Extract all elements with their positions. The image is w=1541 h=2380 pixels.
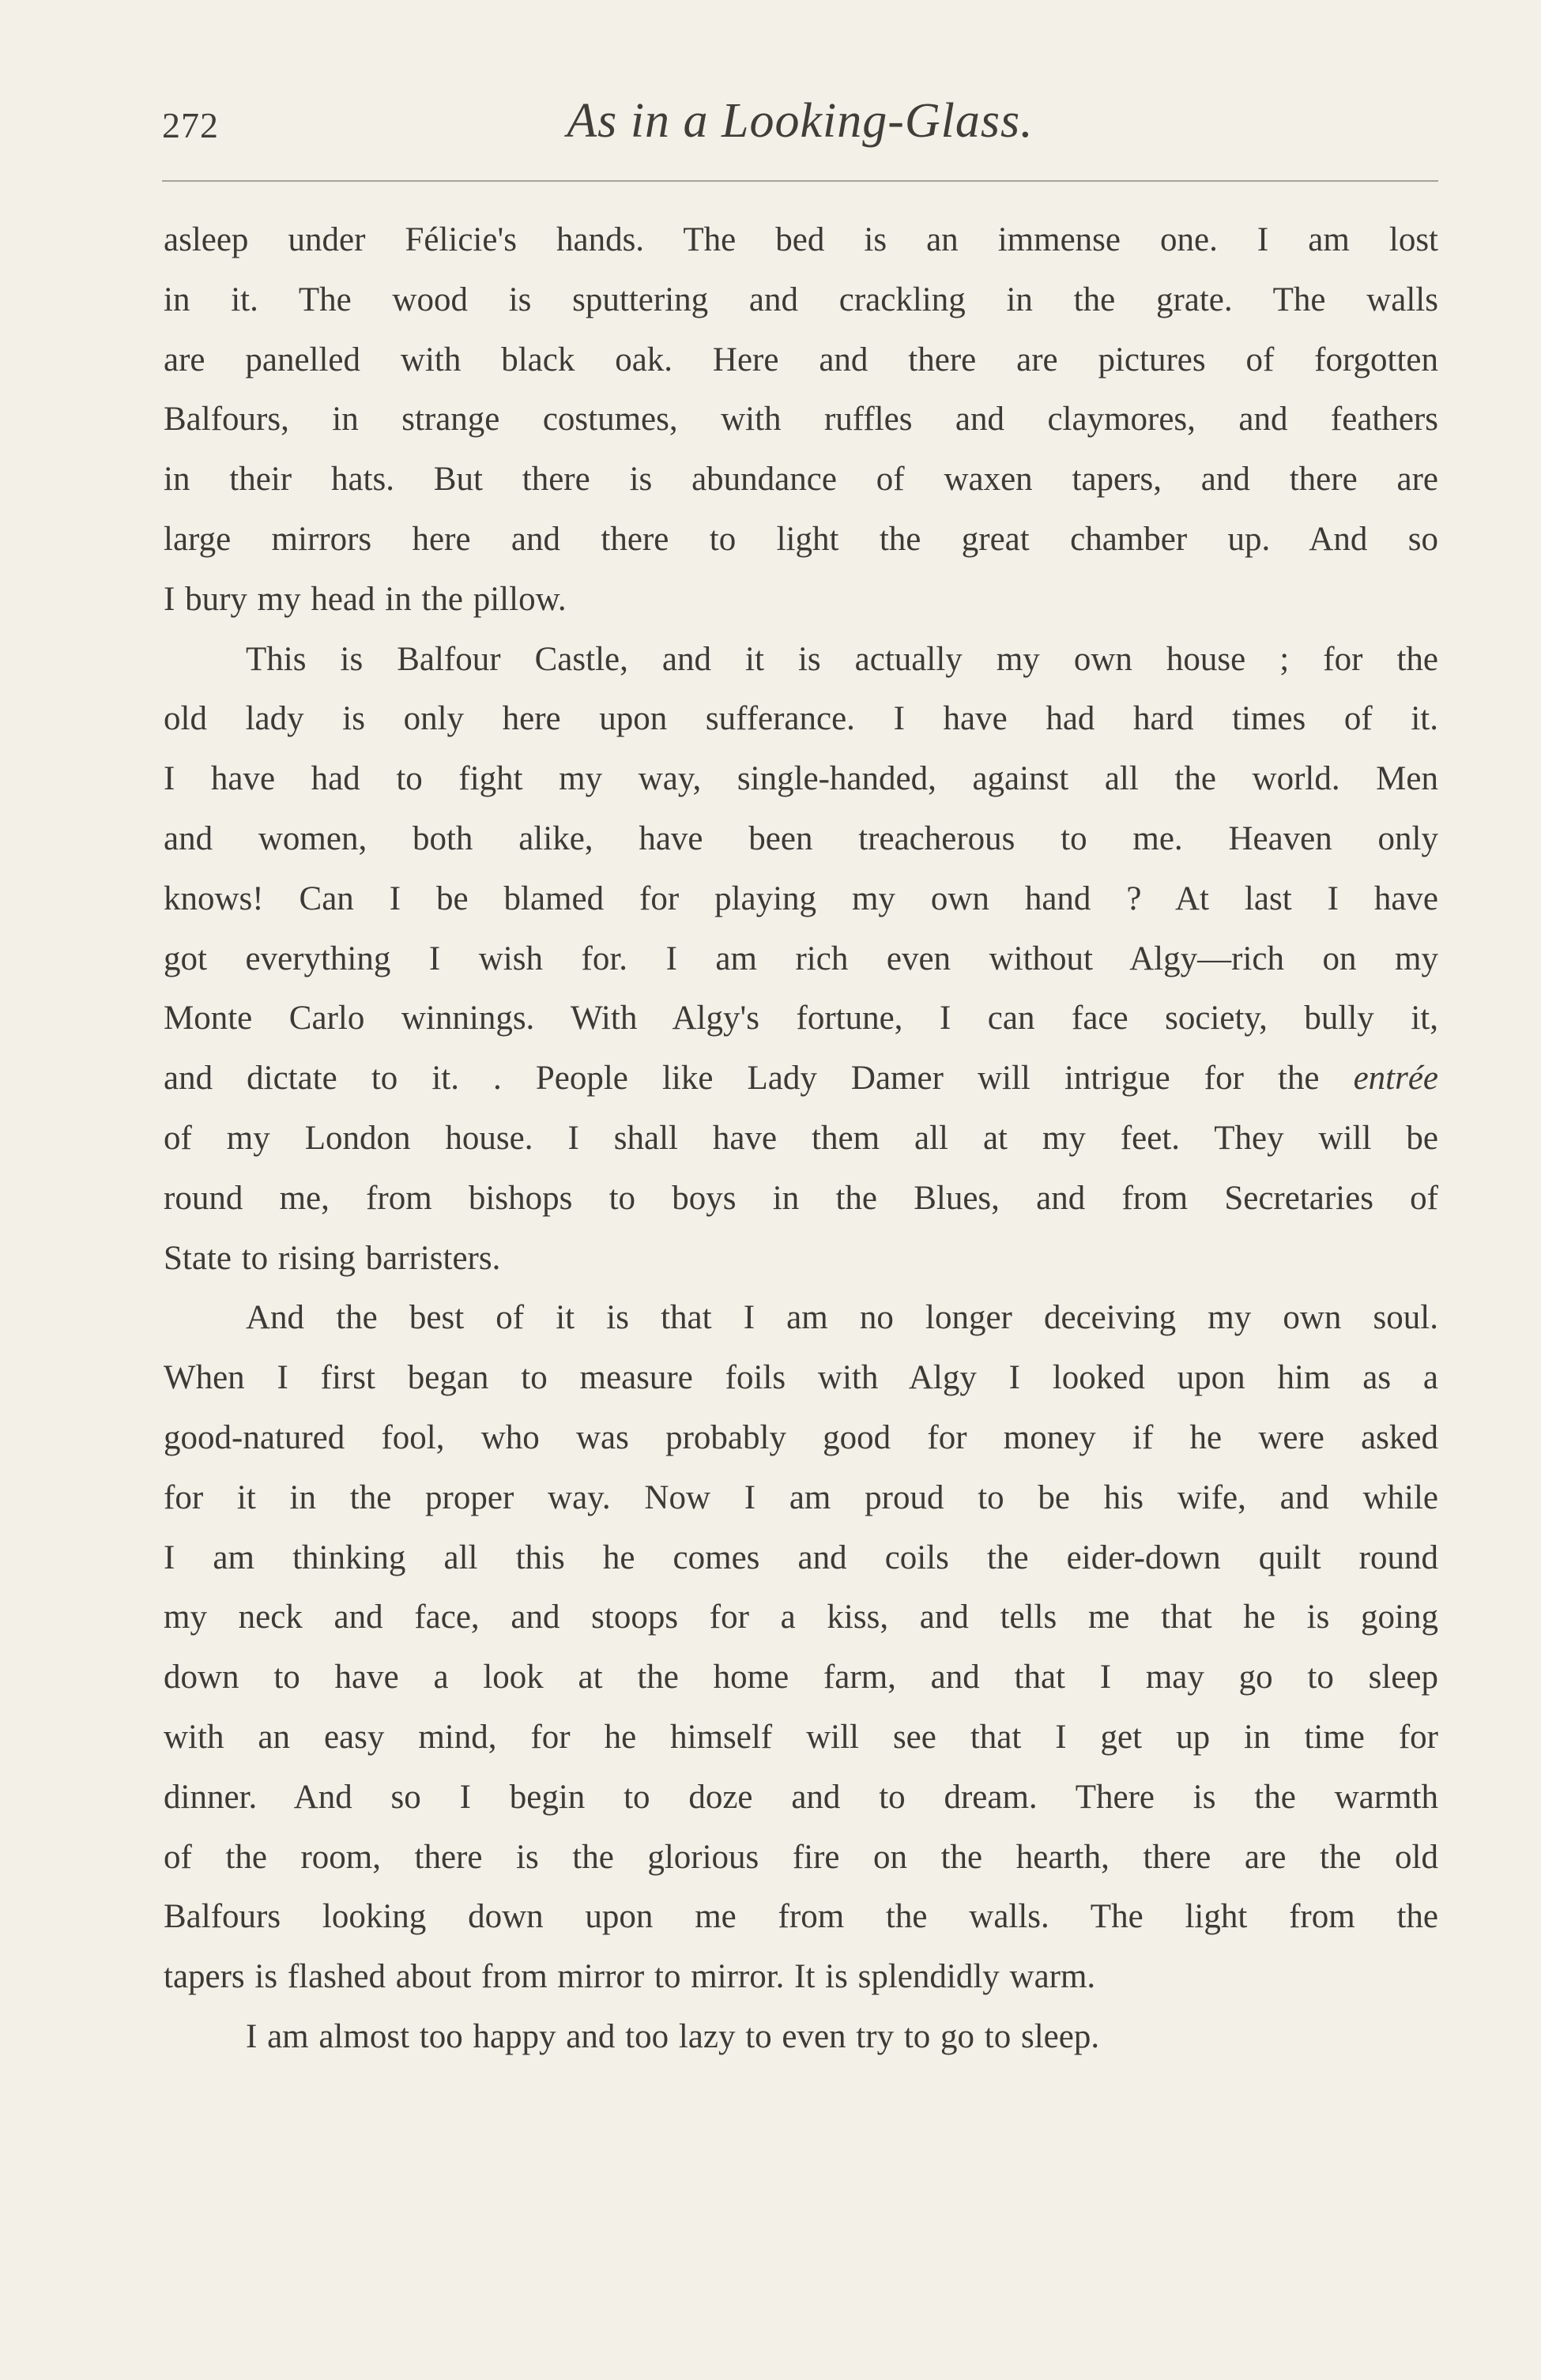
text-line: And the best of it is that I am no longer deceiving my own soul. xyxy=(246,1299,1438,1337)
text-line: old lady is only here upon sufferance. I have had hard times of it. xyxy=(164,700,1438,738)
text-line: round me, from bishops to boys in the Blues, and from Secretaries of xyxy=(164,1179,1438,1217)
page-number: 272 xyxy=(162,105,219,145)
text-line: tapers is flashed about from mirror to mirror. It is splendidly warm. xyxy=(164,1958,1096,1996)
text-line: I am thinking all this he comes and coils the eider-down quilt round xyxy=(164,1538,1438,1576)
page-header xyxy=(162,85,1438,164)
text-line: with an easy mind, for he himself will see that I get up in time for xyxy=(164,1718,1438,1756)
text-line xyxy=(164,1049,1438,1109)
body-text xyxy=(164,210,1438,2067)
text-line: This is Balfour Castle, and it is actually my own house ; for the xyxy=(246,640,1438,678)
text-line: asleep under Félicie's hands. The bed is an immense one. I am lost xyxy=(164,221,1438,258)
text-line: large mirrors here and there to light the great chamber up. And so xyxy=(164,520,1438,558)
text-line: for it in the proper way. Now I am proud to be his wife, and while xyxy=(164,1478,1438,1516)
text-line: Balfours looking down upon me from the walls. The light from the xyxy=(164,1898,1438,1936)
text-line: good-natured fool, who was probably good for money if he were asked xyxy=(164,1418,1438,1456)
text-line: down to have a look at the home farm, and that I may go to sleep xyxy=(164,1659,1438,1697)
text-line: in it. The wood is sputtering and crackling in the grate. The walls xyxy=(164,281,1438,318)
text-line: dinner. And so I begin to doze and to dream. There is the warmth xyxy=(164,1778,1438,1816)
text-line: I bury my head in the pillow. xyxy=(164,580,567,618)
text-line: When I first began to measure foils with Algy I looked upon him as a xyxy=(164,1359,1438,1397)
text-line: my neck and face, and stoops for a kiss, and tells me that he is going xyxy=(164,1599,1438,1636)
text-line: knows! Can I be blamed for playing my own hand ? At last I have xyxy=(164,879,1438,917)
text-segment: and dictate to it. . People like Lady Damer will intrigue for the xyxy=(164,1060,1320,1098)
italic-word: entrée xyxy=(1353,1060,1439,1098)
text-line: State to rising barristers. xyxy=(164,1239,501,1277)
text-line: Monte Carlo winnings. With Algy's fortune, I can face society, bully it, xyxy=(164,1000,1438,1037)
header-rule xyxy=(162,180,1438,182)
text-line: of my London house. I shall have them all at my feet. They will be xyxy=(164,1119,1438,1157)
text-line: of the room, there is the glorious fire on the hearth, there are the old xyxy=(164,1838,1438,1876)
text-line: Balfours, in strange costumes, with ruffles and claymores, and feathers xyxy=(164,401,1438,439)
text-line: I have had to fight my way, single-handed, against all the world. Men xyxy=(164,760,1438,798)
running-title: As in a Looking-Glass. xyxy=(567,94,1034,148)
text-line: I am almost too happy and too lazy to even try to go to sleep. xyxy=(246,2017,1100,2055)
text-line: and women, both alike, have been treacherous to me. Heaven only xyxy=(164,819,1438,857)
text-line: in their hats. But there is abundance of waxen tapers, and there are xyxy=(164,461,1438,499)
text-line: are panelled with black oak. Here and there are pictures of forgotten xyxy=(164,341,1438,378)
text-line: got everything I wish for. I am rich even without Algy—rich on my xyxy=(164,940,1438,977)
